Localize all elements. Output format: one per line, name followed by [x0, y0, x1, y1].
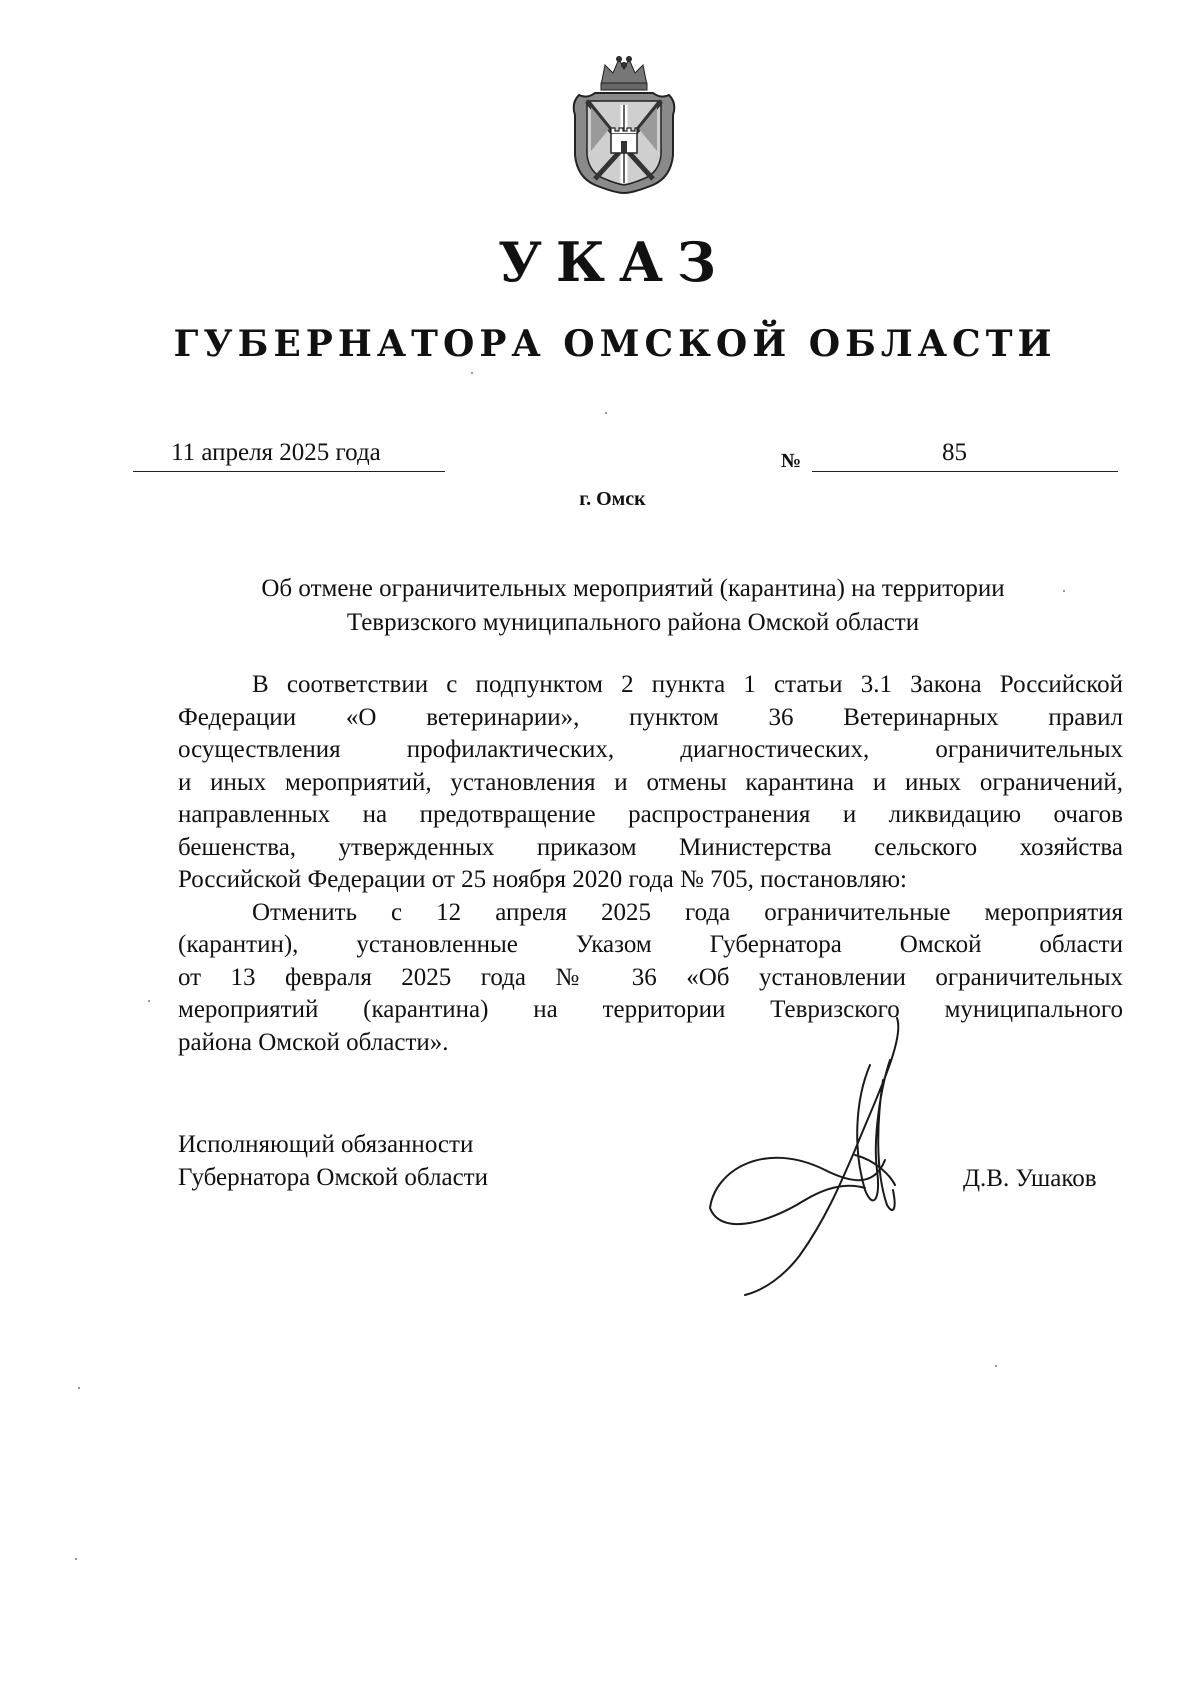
position-line: Губернатора Омской области — [178, 1164, 488, 1191]
scan-speck — [995, 1365, 997, 1367]
document-subtitle: ГУБЕРНАТОРА ОМСКОЙ ОБЛАСТИ — [173, 323, 1057, 365]
number-field — [812, 437, 1118, 472]
heading-line: Тевризского муниципального района Омской области — [346, 609, 920, 636]
body-line: мероприятий (карантина) на территории Тевризского муниципального — [178, 996, 1123, 1023]
scan-speck — [605, 412, 607, 414]
document-number: 85 — [942, 439, 967, 466]
handwritten-signature — [705, 1010, 1005, 1300]
scan-speck — [75, 1558, 77, 1560]
document-city: г. Омск — [579, 488, 646, 510]
document-title: УКАЗ — [498, 230, 730, 294]
body-line: и иных мероприятий, установления и отмены карантина и иных ограничений, — [178, 768, 1123, 796]
document-date: 11 апреля 2025 года — [171, 439, 381, 466]
scan-speck — [148, 1000, 150, 1002]
body-line: Федерации «О ветеринарии», пунктом 36 Ветеринарных правил — [178, 703, 1123, 731]
body-line: направленных на предотвращение распространения и ликвидацию очагов — [178, 801, 1123, 828]
document-heading — [178, 572, 1088, 640]
scan-speck — [78, 1387, 80, 1389]
body-line: Отменить с 12 апреля 2025 года ограничительные мероприятия — [252, 898, 1123, 926]
omsk-oblast-coat-of-arms-icon — [565, 55, 683, 195]
body-line: от 13 февраля 2025 года № 36 «Об установлении ограничительных — [178, 963, 1123, 991]
body-line: бешенства, утвержденных приказом Министерства сельского хозяйства — [178, 833, 1123, 861]
date-field — [133, 437, 445, 472]
body-line: (карантин), установленные Указом Губернатора Омской области — [178, 931, 1123, 958]
position-line: Исполняющий обязанности — [178, 1131, 474, 1158]
scan-speck — [471, 372, 473, 374]
number-sign: № — [781, 450, 802, 472]
body-line: района Омской области». — [178, 1028, 449, 1056]
signatory-name: Д.В. Ушаков — [963, 1165, 1097, 1192]
scan-speck — [1063, 590, 1065, 592]
body-line: осуществления профилактических, диагностических, ограничительных — [178, 736, 1123, 763]
body-line: Российской Федерации от 25 ноября 2020 года № 705, постановляю: — [178, 866, 907, 893]
heading-line: Об отмене ограничительных мероприятий (карантина) на территории — [261, 575, 1005, 602]
signatory-position — [178, 1128, 488, 1194]
body-line: В соответствии с подпунктом 2 пункта 1 статьи 3.1 Закона Российской — [252, 671, 1123, 698]
document-body — [178, 669, 1123, 1059]
